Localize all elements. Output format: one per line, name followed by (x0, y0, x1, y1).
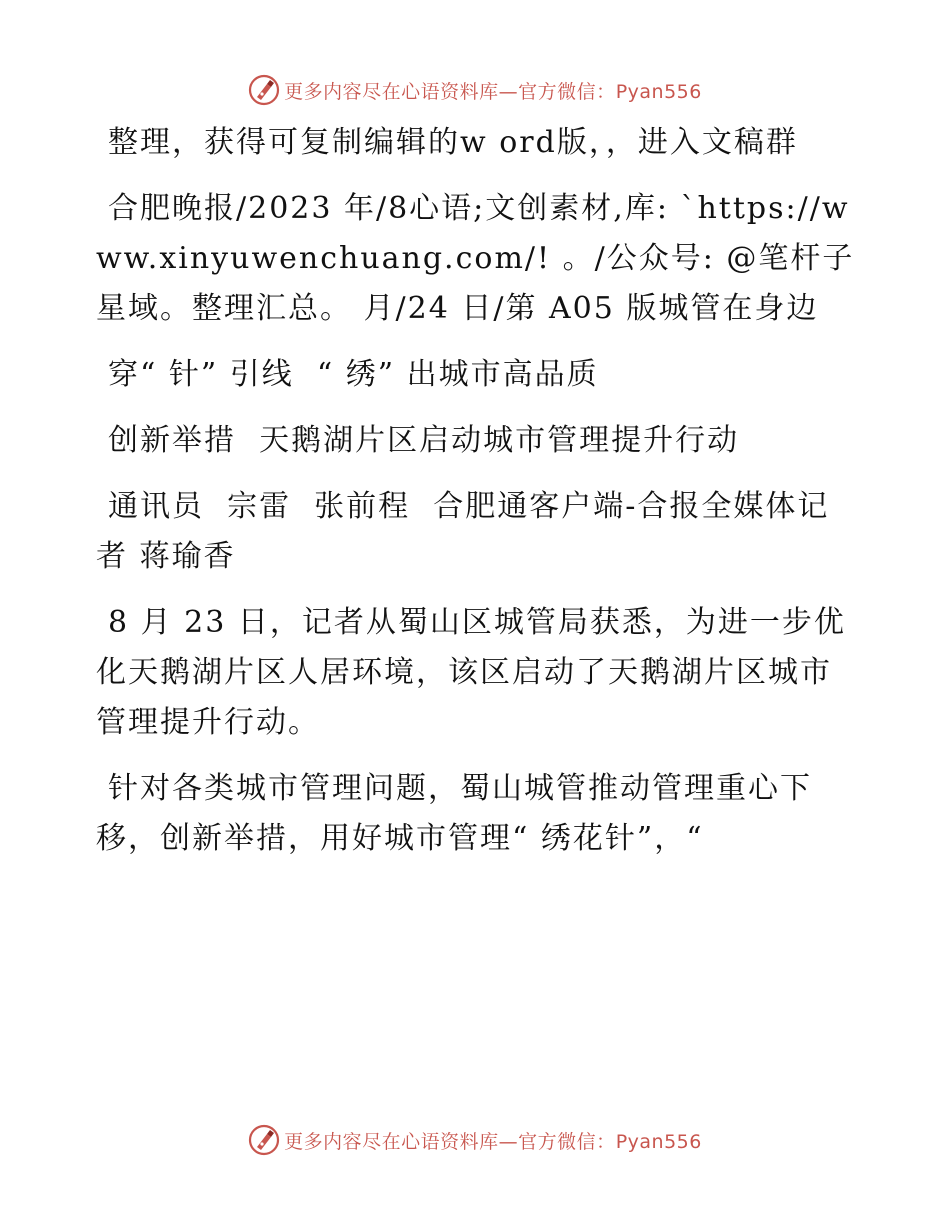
header-banner (0, 70, 950, 110)
pen-nib-logo-icon (248, 74, 280, 106)
footer-separator: — (498, 1130, 519, 1153)
header-promo-text: 更多内容尽在心语资料库 (284, 80, 499, 103)
paragraph-lead: 8 月 23 日，记者从蜀山区城管局获悉，为进一步优化天鹅湖片区人居环境，该区启动了天鹅湖片区城市管理提升行动。 (96, 605, 846, 740)
header-wechat-label: 官方微信： (518, 80, 616, 103)
footer-banner (0, 1120, 950, 1160)
paragraph-headline: 穿“ 针” 引线 “ 绣” 出城市高品质 (108, 357, 599, 392)
pen-nib-logo-icon (248, 1124, 280, 1156)
paragraph-byline: 通讯员 宗雷 张前程 合肥通客户端-合报全媒体记者 蒋瑜香 (96, 489, 830, 574)
footer-promo-text: 更多内容尽在心语资料库 (284, 1130, 499, 1153)
paragraph-source: 合肥晚报/2023 年/8心语;文创素材,库: `https://www.xinyuwenchuang.com/! 。/公众号: @笔杆子星域。整理汇总。 月/24 日/第 A05 版城管在身边 (96, 191, 855, 326)
footer-wechat-label: 官方微信： (518, 1130, 616, 1153)
document-body (96, 118, 856, 880)
paragraph-body: 针对各类城市管理问题，蜀山城管推动管理重心下移，创新举措，用好城市管理“ 绣花针”，“ (96, 771, 812, 856)
footer-banner-text (284, 1127, 702, 1154)
header-separator: — (498, 80, 519, 103)
paragraph-subheadline: 创新举措 天鹅湖片区启动城市管理提升行动 (108, 423, 740, 458)
paragraph-intro: 整理，获得可复制编辑的w ord版，，进入文稿群 (108, 125, 798, 160)
header-wechat-handle: Pyan556 (615, 80, 702, 103)
header-banner-text (284, 77, 702, 104)
footer-wechat-handle: Pyan556 (615, 1130, 702, 1153)
